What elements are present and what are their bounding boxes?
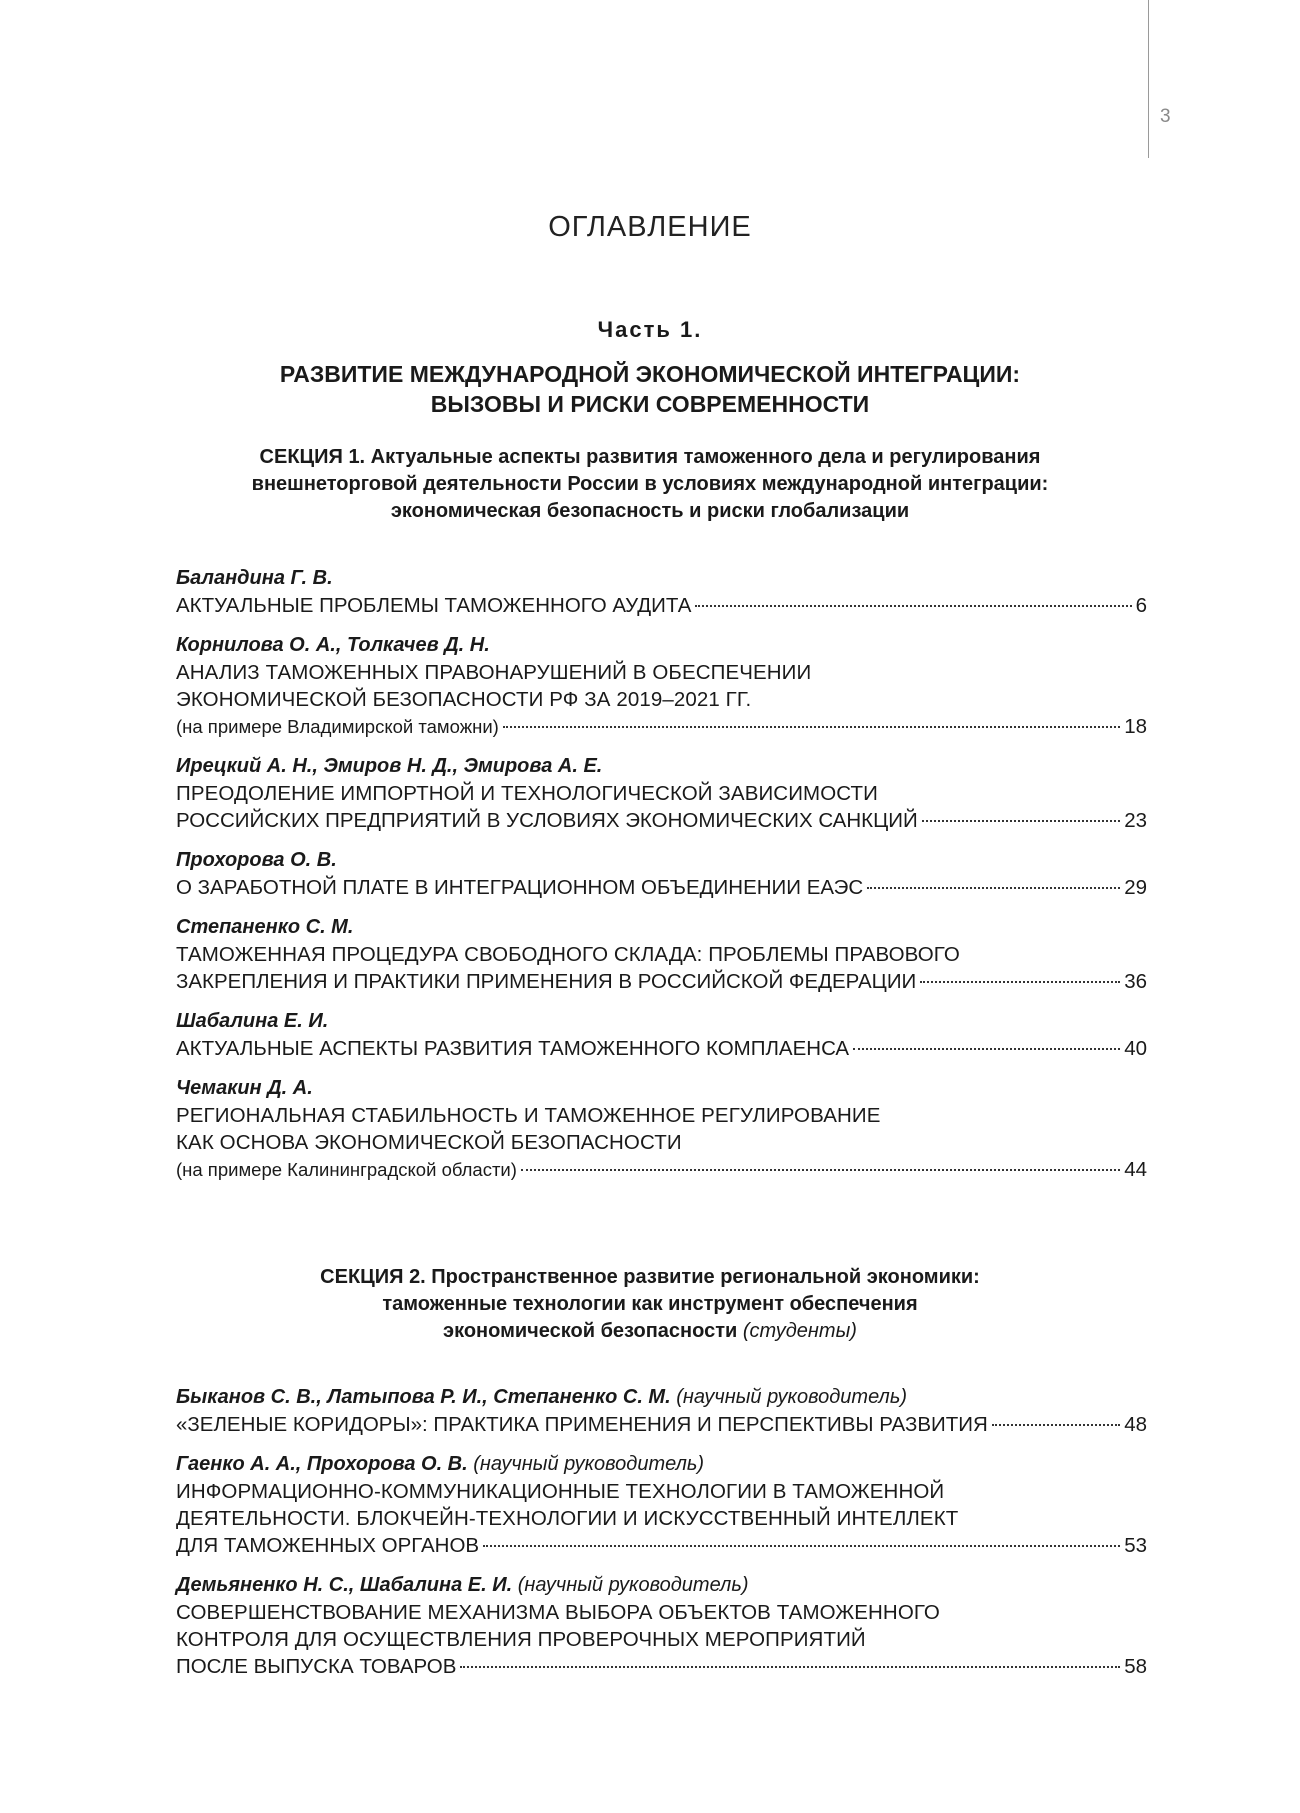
entry-last-line [176, 807, 1147, 834]
toc-entry[interactable] [176, 1451, 1147, 1559]
entry-authors [176, 565, 1147, 592]
entry-page-number[interactable]: 53 [1124, 1534, 1147, 1557]
entry-page-number[interactable]: 40 [1124, 1037, 1147, 1060]
entry-last-line [176, 1653, 1147, 1680]
entry-authors [176, 1572, 1147, 1599]
entry-author-names: Чемакин Д. А. [176, 1077, 313, 1099]
entry-authors [176, 1075, 1147, 1102]
entry-title-text: (на примере Владимирской таможни) [176, 716, 499, 737]
section-1-heading [0, 444, 1300, 525]
entry-page-number[interactable]: 48 [1124, 1413, 1147, 1436]
entry-page-number[interactable]: 29 [1124, 876, 1147, 899]
entry-title-text: «ЗЕЛЕНЫЕ КОРИДОРЫ»: ПРАКТИКА ПРИМЕНЕНИЯ И ПЕРСПЕКТИВЫ РАЗВИТИЯ [176, 1413, 988, 1436]
entry-author-names: Шабалина Е. И. [176, 1010, 329, 1032]
section-heading-line: экономическая безопасность и риски глобализации [390, 500, 910, 522]
entry-author-names: Степаненко С. М. [176, 916, 354, 938]
entry-authors [176, 1384, 1147, 1411]
entry-author-names: Демьяненко Н. С., Шабалина Е. И. [176, 1574, 513, 1596]
entry-authors [176, 1008, 1147, 1035]
toc-title: ОГЛАВЛЕНИЕ [548, 211, 752, 243]
toc-entry[interactable] [176, 632, 1147, 740]
section-heading-text: экономической безопасности [443, 1320, 738, 1342]
toc-entry[interactable] [176, 847, 1147, 901]
toc-entry[interactable] [176, 1572, 1147, 1680]
dot-leader [992, 1423, 1120, 1426]
entry-author-names: Прохорова О. В. [176, 849, 337, 871]
entry-authors [176, 632, 1147, 659]
dot-leader [503, 725, 1120, 728]
entry-authors [176, 753, 1147, 780]
entry-authors [176, 914, 1147, 941]
entry-author-names: Гаенко А. А., Прохорова О. В. [176, 1453, 468, 1475]
dot-leader [483, 1544, 1120, 1547]
entry-page-number[interactable]: 6 [1135, 594, 1147, 617]
section-heading-line [0, 1318, 1300, 1345]
entry-page-number[interactable]: 36 [1124, 970, 1147, 993]
entry-authors [176, 1451, 1147, 1478]
entry-page-number[interactable]: 44 [1124, 1158, 1147, 1181]
part-label: Часть 1. [597, 317, 703, 342]
dot-leader [922, 819, 1120, 822]
entry-author-role: (научный руководитель) [473, 1453, 705, 1475]
entry-title-text: РОССИЙСКИХ ПРЕДПРИЯТИЙ В УСЛОВИЯХ ЭКОНОМИЧЕСКИХ САНКЦИЙ [176, 809, 918, 832]
entry-author-names: Ирецкий А. Н., Эмиров Н. Д., Эмирова А. Е. [176, 755, 603, 777]
dot-leader [521, 1168, 1120, 1171]
entry-title-line: РЕГИОНАЛЬНАЯ СТАБИЛЬНОСТЬ И ТАМОЖЕННОЕ РЕГУЛИРОВАНИЕ [176, 1104, 881, 1127]
toc-entry[interactable] [176, 753, 1147, 834]
dot-leader [867, 886, 1120, 889]
entry-title-text: (на примере Калининградской области) [176, 1159, 517, 1180]
entry-last-line [176, 1411, 1147, 1438]
entry-title-text: ДЛЯ ТАМОЖЕННЫХ ОРГАНОВ [176, 1534, 480, 1557]
entry-authors [176, 847, 1147, 874]
toc-entry[interactable] [176, 565, 1147, 619]
entry-title-text: ПОСЛЕ ВЫПУСКА ТОВАРОВ [176, 1655, 457, 1678]
entry-title-line: ДЕЯТЕЛЬНОСТИ. БЛОКЧЕЙН-ТЕХНОЛОГИИ И ИСКУССТВЕННЫЙ ИНТЕЛЛЕКТ [176, 1507, 959, 1530]
entry-last-line [176, 968, 1147, 995]
entry-author-names: Корнилова О. А., Толкачев Д. Н. [176, 634, 490, 656]
entry-last-line [176, 1035, 1147, 1062]
section-heading-line: внешнеторговой деятельности России в условиях международной интеграции: [251, 473, 1049, 495]
entry-last-line [176, 1532, 1147, 1559]
entry-page-number[interactable]: 58 [1124, 1655, 1147, 1678]
entry-title-line: ИНФОРМАЦИОННО-КОММУНИКАЦИОННЫЕ ТЕХНОЛОГИИ В ТАМОЖЕННОЙ [176, 1480, 945, 1503]
toc-entry[interactable] [176, 1008, 1147, 1062]
entry-title-line: ЭКОНОМИЧЕСКОЙ БЕЗОПАСНОСТИ РФ ЗА 2019–2021 ГГ. [176, 688, 752, 711]
entry-page-number[interactable]: 18 [1124, 715, 1147, 738]
section-heading-line: СЕКЦИЯ 2. Пространственное развитие региональной экономики: [320, 1266, 980, 1288]
page-header-rule [1148, 0, 1149, 158]
section-heading-line: СЕКЦИЯ 1. Актуальные аспекты развития таможенного дела и регулирования [259, 446, 1041, 468]
entry-author-names: Баландина Г. В. [176, 567, 333, 589]
toc-entry[interactable] [176, 1075, 1147, 1183]
entry-title-line: КАК ОСНОВА ЭКОНОМИЧЕСКОЙ БЕЗОПАСНОСТИ [176, 1131, 682, 1154]
entry-title-line: ТАМОЖЕННАЯ ПРОЦЕДУРА СВОБОДНОГО СКЛАДА: ПРОБЛЕМЫ ПРАВОВОГО [176, 943, 960, 966]
section-2-entries [176, 1384, 1147, 1693]
dot-leader [695, 604, 1131, 607]
dot-leader [920, 980, 1120, 983]
section-2-heading [0, 1264, 1300, 1345]
dot-leader [853, 1047, 1120, 1050]
entry-last-line [176, 592, 1147, 619]
entry-author-role: (научный руководитель) [676, 1386, 907, 1408]
entry-title-text: АКТУАЛЬНЫЕ АСПЕКТЫ РАЗВИТИЯ ТАМОЖЕННОГО КОМПЛАЕНСА [176, 1037, 850, 1060]
entry-title-text: О ЗАРАБОТНОЙ ПЛАТЕ В ИНТЕГРАЦИОННОМ ОБЪЕДИНЕНИИ ЕАЭС [176, 876, 864, 899]
entry-last-line [176, 1156, 1147, 1183]
entry-title-text: АКТУАЛЬНЫЕ ПРОБЛЕМЫ ТАМОЖЕННОГО АУДИТА [176, 594, 692, 617]
entry-last-line [176, 713, 1147, 740]
section-heading-line: таможенные технологии как инструмент обеспечения [382, 1293, 918, 1315]
entry-title-line: СОВЕРШЕНСТВОВАНИЕ МЕХАНИЗМА ВЫБОРА ОБЪЕКТОВ ТАМОЖЕННОГО [176, 1601, 940, 1624]
toc-entry[interactable] [176, 914, 1147, 995]
entry-page-number[interactable]: 23 [1124, 809, 1147, 832]
part-title-line: РАЗВИТИЕ МЕЖДУНАРОДНОЙ ЭКОНОМИЧЕСКОЙ ИНТЕГРАЦИИ: [279, 361, 1021, 387]
part-title [0, 359, 1300, 419]
entry-title-line: ПРЕОДОЛЕНИЕ ИМПОРТНОЙ И ТЕХНОЛОГИЧЕСКОЙ ЗАВИСИМОСТИ [176, 782, 878, 805]
entry-author-names: Быканов С. В., Латыпова Р. И., Степаненко С. М. [176, 1386, 671, 1408]
toc-entry[interactable] [176, 1384, 1147, 1438]
entry-title-line: АНАЛИЗ ТАМОЖЕННЫХ ПРАВОНАРУШЕНИЙ В ОБЕСПЕЧЕНИИ [176, 661, 812, 684]
part-title-line: ВЫЗОВЫ И РИСКИ СОВРЕМЕННОСТИ [430, 391, 870, 417]
page-number: 3 [1160, 106, 1171, 127]
dot-leader [460, 1665, 1120, 1668]
section-heading-note: (студенты) [742, 1320, 857, 1342]
entry-last-line [176, 874, 1147, 901]
entry-title-line: КОНТРОЛЯ ДЛЯ ОСУЩЕСТВЛЕНИЯ ПРОВЕРОЧНЫХ МЕРОПРИЯТИЙ [176, 1628, 866, 1651]
section-1-entries [176, 565, 1147, 1196]
entry-title-text: ЗАКРЕПЛЕНИЯ И ПРАКТИКИ ПРИМЕНЕНИЯ В РОССИЙСКОЙ ФЕДЕРАЦИИ [176, 970, 917, 993]
entry-author-role: (научный руководитель) [517, 1574, 749, 1596]
